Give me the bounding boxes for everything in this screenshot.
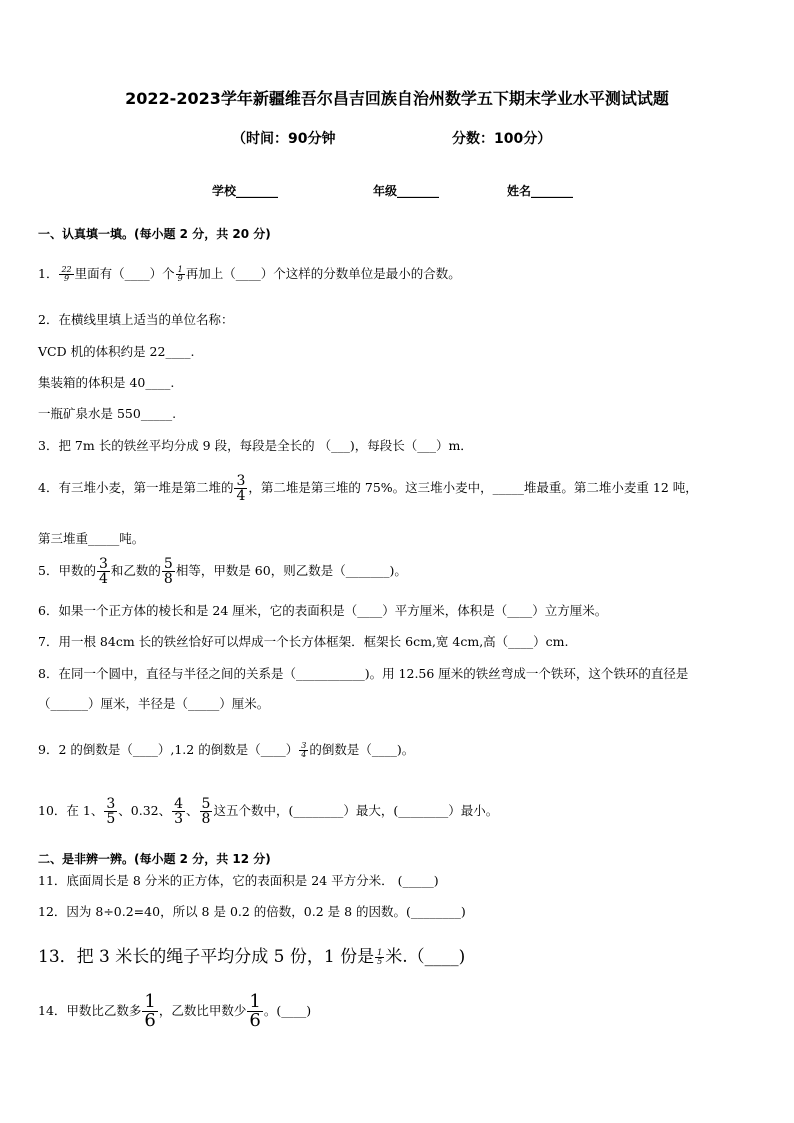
section-two-heading: 二、是非辨一辨。(每小题 2 分，共 12 分) bbox=[38, 852, 271, 866]
grade-field[interactable]: 年级_______ bbox=[373, 184, 440, 198]
name-field[interactable]: 姓名_______ bbox=[507, 184, 574, 198]
section-one-heading: 一、认真填一填。(每小题 2 分，共 20 分) bbox=[38, 227, 271, 241]
fraction: $\frac{4}{3}$ bbox=[174, 796, 184, 827]
fraction: $\frac{3}{4}$ bbox=[98, 556, 108, 587]
question-4-cont: 第三堆重_____吨。 bbox=[38, 531, 145, 546]
school-field[interactable]: 学校_______ bbox=[212, 184, 279, 198]
question-9: 9．2 的倒数是（____）,1.2 的倒数是（____） $\frac{3}{4}$ 的倒数是（____)。 bbox=[38, 741, 415, 759]
fraction: $\frac{1}{6}$ bbox=[249, 991, 261, 1031]
question-2a: VCD 机的体积约是 22____. bbox=[38, 344, 195, 359]
exam-time: （时间：90分钟 bbox=[232, 131, 336, 147]
fraction: $\frac{5}{8}$ bbox=[201, 796, 211, 827]
fraction: $\frac{3}{4}$ bbox=[301, 741, 307, 759]
question-14: 14．甲数比乙数多 $\frac{1}{6}$ ，乙数比甲数少 $\frac{1}{6}$ 。(____) bbox=[38, 991, 312, 1031]
question-2: 2．在横线里填上适当的单位名称： bbox=[38, 312, 234, 327]
question-5: 5．甲数的 $\frac{3}{4}$ 和乙数的 $\frac{5}{8}$ 相等，甲数是 60，则乙数是（_______)。 bbox=[38, 556, 407, 587]
page-title: 2022-2023学年新疆维吾尔昌吉回族自治州数学五下期末学业水平测试试题 bbox=[125, 89, 669, 108]
fraction: $\frac{1}{9}$ bbox=[177, 265, 183, 283]
question-8-cont: （______）厘米，半径是（_____）厘米。 bbox=[38, 696, 270, 711]
question-3: 3．把 7m 长的铁丝平均分成 9 段，每段是全长的 （___)，每段长（___）m． bbox=[38, 438, 473, 453]
question-2c: 一瓶矿泉水是 550_____. bbox=[38, 406, 177, 421]
question-11: 11．底面周长是 8 分米的正方体，它的表面积是 24 平方分米． (_____) bbox=[38, 873, 439, 888]
fraction: $\frac{22}{9}$ bbox=[61, 265, 72, 283]
fraction: $\frac{5}{8}$ bbox=[163, 556, 173, 587]
question-6: 6．如果一个正方体的棱长和是 24 厘米，它的表面积是（____）平方厘米，体积是（____）立方厘米。 bbox=[38, 603, 608, 618]
question-13: 13．把 3 米长的绳子平均分成 5 份，1 份是 $\frac{1}{5}$ 米.（____) bbox=[38, 947, 466, 967]
question-8: 8．在同一个圆中，直径与半径之间的关系是（___________)。用 12.56 厘米的铁丝弯成一个铁环，这个铁环的直径是 bbox=[38, 666, 689, 681]
fraction: $\frac{1}{6}$ bbox=[144, 991, 156, 1031]
fraction: $\frac{3}{5}$ bbox=[106, 796, 116, 827]
question-1: 1． $\frac{22}{9}$ 里面有（____）个 $\frac{1}{9}$ 再加上（____）个这样的分数单位是最小的合数。 bbox=[38, 265, 461, 283]
question-2b: 集装箱的体积是 40____. bbox=[38, 375, 175, 390]
question-10: 10．在 1、 $\frac{3}{5}$ 、0.32、 $\frac{4}{3}$ 、 $\frac{5}{8}$ 这五个数中，(________）最大，(________）最小。 bbox=[38, 796, 499, 827]
fraction: $\frac{3}{4}$ bbox=[236, 473, 246, 504]
exam-score: 分数：100分） bbox=[452, 131, 552, 147]
question-12: 12．因为 8÷0.2=40，所以 8 是 0.2 的倍数，0.2 是 8 的因数。(________) bbox=[38, 904, 466, 919]
fraction: $\frac{1}{5}$ bbox=[377, 948, 383, 966]
question-7: 7．用一根 84cm 长的铁丝恰好可以焊成一个长方体框架．框架长 6cm,宽 4cm,高（____）cm. bbox=[38, 634, 569, 649]
question-4: 4．有三堆小麦，第一堆是第二堆的 $\frac{3}{4}$ ，第二堆是第三堆的 75%。这三堆小麦中，_____堆最重。第二堆小麦重 12 吨， bbox=[38, 473, 698, 504]
